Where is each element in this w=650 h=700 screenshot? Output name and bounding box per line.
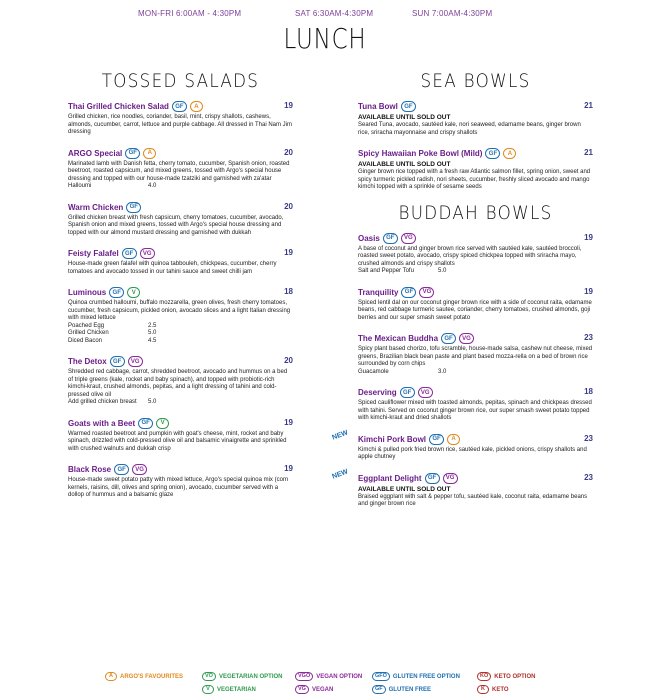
dietary-badge: GF: [138, 418, 153, 429]
menu-item: [68, 417, 293, 454]
add-on-row: [358, 268, 593, 276]
add-on-name: Halloumi: [68, 183, 92, 189]
add-on-row: [68, 183, 293, 191]
menu-item-header: [68, 286, 293, 299]
legend-label: KETO: [492, 686, 509, 693]
menu-item: [68, 355, 293, 407]
add-on-price: 5.0: [438, 268, 447, 274]
hours-saturday: SAT 6:30AM-4:30PM: [295, 9, 374, 18]
dietary-badge: GF: [109, 287, 124, 298]
dietary-badge: GF: [401, 101, 416, 112]
dietary-badge: VG: [419, 287, 434, 298]
legend-badge: VG: [295, 685, 309, 694]
menu-item-price: 18: [584, 387, 593, 396]
dietary-badge: GF: [122, 248, 137, 259]
menu-item-price: 21: [584, 148, 593, 157]
menu-item-description: A base of coconut and ginger brown rice served with sautéed kale, sautéed broccoli, roasted sweet potato, avocado, crispy spiced chickpea topped with sriracha mayo, crushed almonds and crispy shallots: [358, 245, 582, 267]
menu-item: [68, 100, 293, 137]
add-on-price: 4.0: [148, 183, 157, 189]
menu-item-name: Tuna Bowl: [358, 102, 398, 111]
menu-item-price: 18: [284, 287, 293, 296]
dietary-badge: GF: [114, 464, 129, 475]
menu-item-description: Spicy plant based chorizo, tofu scramble, house-made salsa, cashew nut cheese, mixed greens, Brazilian black bean paste and plant based mozza-rella on a bed of brown rice surrounded by corn chips: [358, 346, 593, 367]
add-on-name: Diced Bacon: [68, 337, 103, 344]
dietary-badge: VG: [418, 387, 433, 398]
legend-item: [202, 685, 256, 694]
menu-item-header: [358, 100, 593, 113]
menu-item-name: Deserving: [358, 388, 397, 397]
dietary-badge: VG: [140, 248, 155, 259]
menu-item-name: Black Rose: [68, 465, 112, 474]
menu-item-header: [68, 355, 293, 368]
dietary-badge: VG: [401, 233, 416, 244]
menu-item: [358, 232, 593, 276]
legend-label: GLUTEN FREE: [388, 686, 431, 693]
menu-item-name: Warm Chicken: [68, 202, 124, 212]
menu-item: [358, 100, 593, 137]
menu-item-price: 21: [584, 101, 593, 110]
menu-item-header: [358, 147, 593, 160]
legend-item: [295, 685, 333, 694]
legend-label: GLUTEN FREE OPTION: [392, 673, 460, 680]
menu-item-name: The Detox: [68, 357, 107, 366]
sea-bowls-title: SEA BOWLS: [420, 70, 531, 92]
legend-item: [477, 685, 509, 694]
legend-item: [295, 672, 362, 681]
menu-item-price: 19: [284, 248, 293, 257]
menu-item-price: 19: [584, 232, 593, 242]
page-title: LUNCH: [283, 22, 367, 55]
add-on-name: Guacamole: [358, 368, 389, 375]
dietary-badge: GF: [429, 434, 444, 445]
menu-item-description: Grilled chicken breast with fresh capsicum, cherry tomatoes, cucumber, avocado, Spanish onion and mixed greens, tossed with Argo's special house dressing and topped with our almond mustard dressing and garnished with dukkah: [68, 214, 284, 236]
menu-item-header: [358, 232, 593, 245]
sea-bowls-list: [358, 100, 593, 192]
add-on-row: [358, 369, 593, 377]
menu-item-price: 23: [584, 433, 593, 443]
menu-item-price: 19: [284, 101, 293, 110]
menu-item: [358, 386, 593, 423]
legend-item: [477, 672, 535, 681]
legend-badge: K: [477, 685, 489, 694]
menu-item: [331, 467, 593, 509]
add-on-price: 5.0: [148, 330, 157, 336]
add-on-name: Add grilled chicken breast: [68, 399, 137, 405]
tossed-salads-title: TOSSED SALADS: [101, 70, 260, 92]
menu-item-header: [68, 201, 293, 214]
add-on-row: [68, 323, 293, 331]
menu-item-name: Eggplant Delight: [358, 473, 422, 483]
legend-label: VEGAN OPTION: [316, 673, 363, 680]
menu-item-name: Thai Grilled Chicken Salad: [68, 102, 169, 111]
menu-item-price: 23: [584, 472, 593, 482]
menu-item-description: Spiced cauliflower mixed with toasted almonds, pepitas, spinach and chickpeas dressed with tahini. Served on coconut ginger brown rice, our super smash sweet potato topped with kimchi-kraut and dried shallots: [358, 400, 592, 421]
add-on-price: 4.5: [148, 337, 157, 344]
dietary-badge: GF: [425, 473, 440, 484]
availability-note: AVAILABLE UNTIL SOLD OUT: [358, 114, 451, 121]
dietary-badge: GF: [125, 148, 140, 159]
add-on-row: [68, 330, 293, 338]
menu-item: [68, 201, 293, 238]
add-on-price: 5.0: [148, 399, 157, 405]
legend-badge: V: [202, 685, 214, 694]
legend-item: [105, 672, 183, 681]
dietary-badge: VG: [459, 333, 474, 344]
menu-item-description: Marinated lamb with Danish fetta, cherry tomato, cucumber, Spanish onion, roasted beetroot, roasted capsicum, and mixed greens, tossed with Argo's special house dressing and topped with our house-made tzatziki and garnished with za'atar: [68, 160, 290, 182]
menu-item-description: House-made green falafel with quinoa tabbouleh, chickpeas, cucumber, cherry tomatoes and avocado tossed in our tahini sauce and sweet chilli jam: [68, 261, 277, 275]
menu-item-header: [358, 332, 593, 345]
menu-item: [358, 332, 593, 376]
add-on-name: Grilled Chicken: [68, 330, 109, 336]
menu-item-name: Goats with a Beet: [68, 418, 136, 428]
new-tag: NEW: [331, 428, 350, 442]
menu-item-header: [68, 100, 293, 113]
menu-item: [331, 428, 593, 462]
add-on-name: Poached Egg: [68, 322, 105, 329]
menu-item: [358, 147, 593, 192]
dietary-badge: VG: [132, 464, 147, 475]
legend-badge: VO: [202, 672, 216, 681]
dietary-badge: VG: [128, 356, 143, 367]
menu-item-description: Warmed roasted beetroot and pumpkin with goat's cheese, mint, rocket and baby spinach, drizzled with cold-pressed olive oil and balsamic vinaigrette and sprinkled with crushed walnuts and dukkah crisp: [68, 430, 287, 452]
dietary-badge: A: [447, 434, 460, 445]
dietary-badge: GF: [485, 148, 500, 159]
tossed-salads-list: [68, 100, 293, 500]
menu-item-description: Seared Tuna, avocado, sautéed kale, nori seaweed, edamame beans, ginger brown rice, sriracha mayonnaise and crispy shallots: [358, 122, 581, 136]
legend-badge: GFO: [372, 672, 390, 681]
legend-label: VEGETARIAN: [217, 686, 256, 693]
add-on-row: [68, 338, 293, 346]
dietary-legend: [105, 672, 575, 698]
dietary-badge: GF: [110, 356, 125, 367]
menu-item-header: [358, 386, 593, 399]
dietary-badge: A: [503, 148, 516, 159]
legend-item: [372, 685, 431, 694]
legend-label: KETO OPTION: [494, 673, 536, 680]
menu-item-name: Tranquility: [358, 287, 399, 297]
right-column: [331, 70, 593, 519]
menu-item-name: Luminous: [68, 288, 107, 297]
add-on-name: Salt and Pepper Tofu: [358, 268, 414, 274]
menu-item-description: Spiced lentil dal on our coconut ginger brown rice with a side of coconut raita, edamame beans, red cabbage turmeric sautee, coriander, cherry tomatoes, crushed almonds, goji berries and our super smash sweet potato: [358, 299, 592, 321]
legend-badge: GF: [372, 685, 386, 694]
legend-item: [202, 672, 283, 681]
menu-item-description: Grilled chicken, rice noodles, coriander, basil, mint, crispy shallots, cashews, almonds, cucumber, carrot, lettuce and purple cabbage. All dressed in Thai Nam Jim dressing: [68, 114, 293, 135]
menu-item: [68, 247, 293, 276]
dietary-badge: V: [156, 418, 169, 429]
dietary-badge: GF: [400, 387, 415, 398]
menu-item-header: [68, 247, 293, 260]
menu-item: [68, 463, 293, 500]
menu-item-price: 19: [284, 464, 293, 473]
buddah-bowls-title: BUDDAH BOWLS: [398, 201, 553, 224]
menu-item-price: 20: [284, 201, 293, 211]
legend-label: ARGO'S FAVOURITES: [120, 673, 183, 680]
add-on-price: 2.5: [148, 322, 157, 329]
menu-item-header: [331, 428, 593, 446]
availability-note: AVAILABLE UNTIL SOLD OUT: [358, 485, 451, 493]
menu-item-name: Oasis: [358, 233, 380, 243]
menu-item-header: [68, 147, 293, 160]
menu-item-name: Spicy Hawaiian Poke Bowl (Mild): [358, 149, 483, 158]
hours-sunday: SUN 7:00AM-4:30PM: [412, 9, 493, 18]
menu-item-description: House-made sweet potato patty with mixed lettuce, Argo's special quinoa mix (corn kernels, raisins, dill, olives and spring onion), avocado, cucumber served with a dollop of hummus and a balsamic glaze: [68, 477, 289, 498]
dietary-badge: V: [127, 287, 140, 298]
menu-item-description: Braised eggplant with salt & pepper tofu, sautéed kale, coconut raita, edamame beans and ginger brown rice: [358, 493, 588, 507]
legend-label: VEGETARIAN OPTION: [218, 673, 283, 680]
add-on-row: [68, 399, 293, 407]
menu-item: [358, 286, 593, 323]
menu-item-price: 20: [284, 356, 293, 365]
menu-item-header: [331, 467, 593, 485]
menu-item-price: 20: [284, 147, 293, 157]
menu-item-price: 19: [284, 417, 293, 427]
dietary-badge: VG: [443, 473, 458, 484]
legend-badge: A: [105, 672, 117, 681]
menu-item-header: [68, 463, 293, 476]
legend-badge: VGO: [295, 672, 313, 681]
menu-item-name: ARGO Special: [68, 148, 123, 158]
hours-weekday: MON-FRI 6:00AM - 4:30PM: [138, 9, 242, 18]
dietary-badge: GF: [126, 202, 141, 213]
menu-item: [68, 147, 293, 191]
menu-item-price: 23: [584, 333, 593, 342]
menu-item-description: Quinoa crumbed halloumi, buffalo mozzarella, green olives, fresh cherry tomatoes, cucumber, fresh capsicum, pickled onion, avocado slices and a light Italian dressing with mixed lettuce: [68, 300, 291, 321]
menu-item: [68, 286, 293, 345]
legend-label: VEGAN: [311, 686, 334, 693]
dietary-badge: GF: [401, 287, 416, 298]
opening-hours: [0, 9, 650, 21]
menu-item-description: Shredded red cabbage, carrot, shredded beetroot, avocado and hummus on a bed of triple greens (kale, rocket and baby spinach), and topped with probiotic-rich kimchi-kraut, crushed almonds, pepitas, and a light dressing of tahini and cold-pressed olive oil: [68, 369, 288, 398]
dietary-badge: GF: [441, 333, 456, 344]
dietary-badge: A: [190, 101, 203, 112]
add-on-price: 3.0: [438, 368, 447, 375]
menu-item-header: [358, 286, 593, 299]
dietary-badge: GF: [383, 233, 398, 244]
left-column: [68, 70, 293, 510]
availability-note: AVAILABLE UNTIL SOLD OUT: [358, 161, 451, 168]
menu-item-description: Kimchi & pulled pork fried brown rice, sautéed kale, pickled onions, crispy shallots and apple chutney: [358, 446, 587, 460]
dietary-badge: GF: [172, 101, 187, 112]
menu-item-price: 19: [584, 286, 593, 296]
new-tag: NEW: [331, 467, 350, 481]
menu-item-header: [68, 417, 293, 430]
menu-item-name: The Mexican Buddha: [358, 334, 439, 343]
legend-badge: KO: [477, 672, 491, 681]
buddah-bowls-list: [331, 232, 593, 509]
dietary-badge: A: [143, 148, 156, 159]
menu-item-description: Ginger brown rice topped with a fresh raw Atlantic salmon fillet, spring onion, sweet and spicy turmeric pickled radish, nori sheets, cucumber, freshly sliced avocado and mango kimchi topped with a sprinkle of sesame seeds: [358, 169, 591, 190]
menu-item-name: Kimchi Pork Bowl: [358, 434, 427, 444]
legend-item: [372, 672, 460, 681]
menu-item-name: Feisty Falafel: [68, 249, 119, 258]
